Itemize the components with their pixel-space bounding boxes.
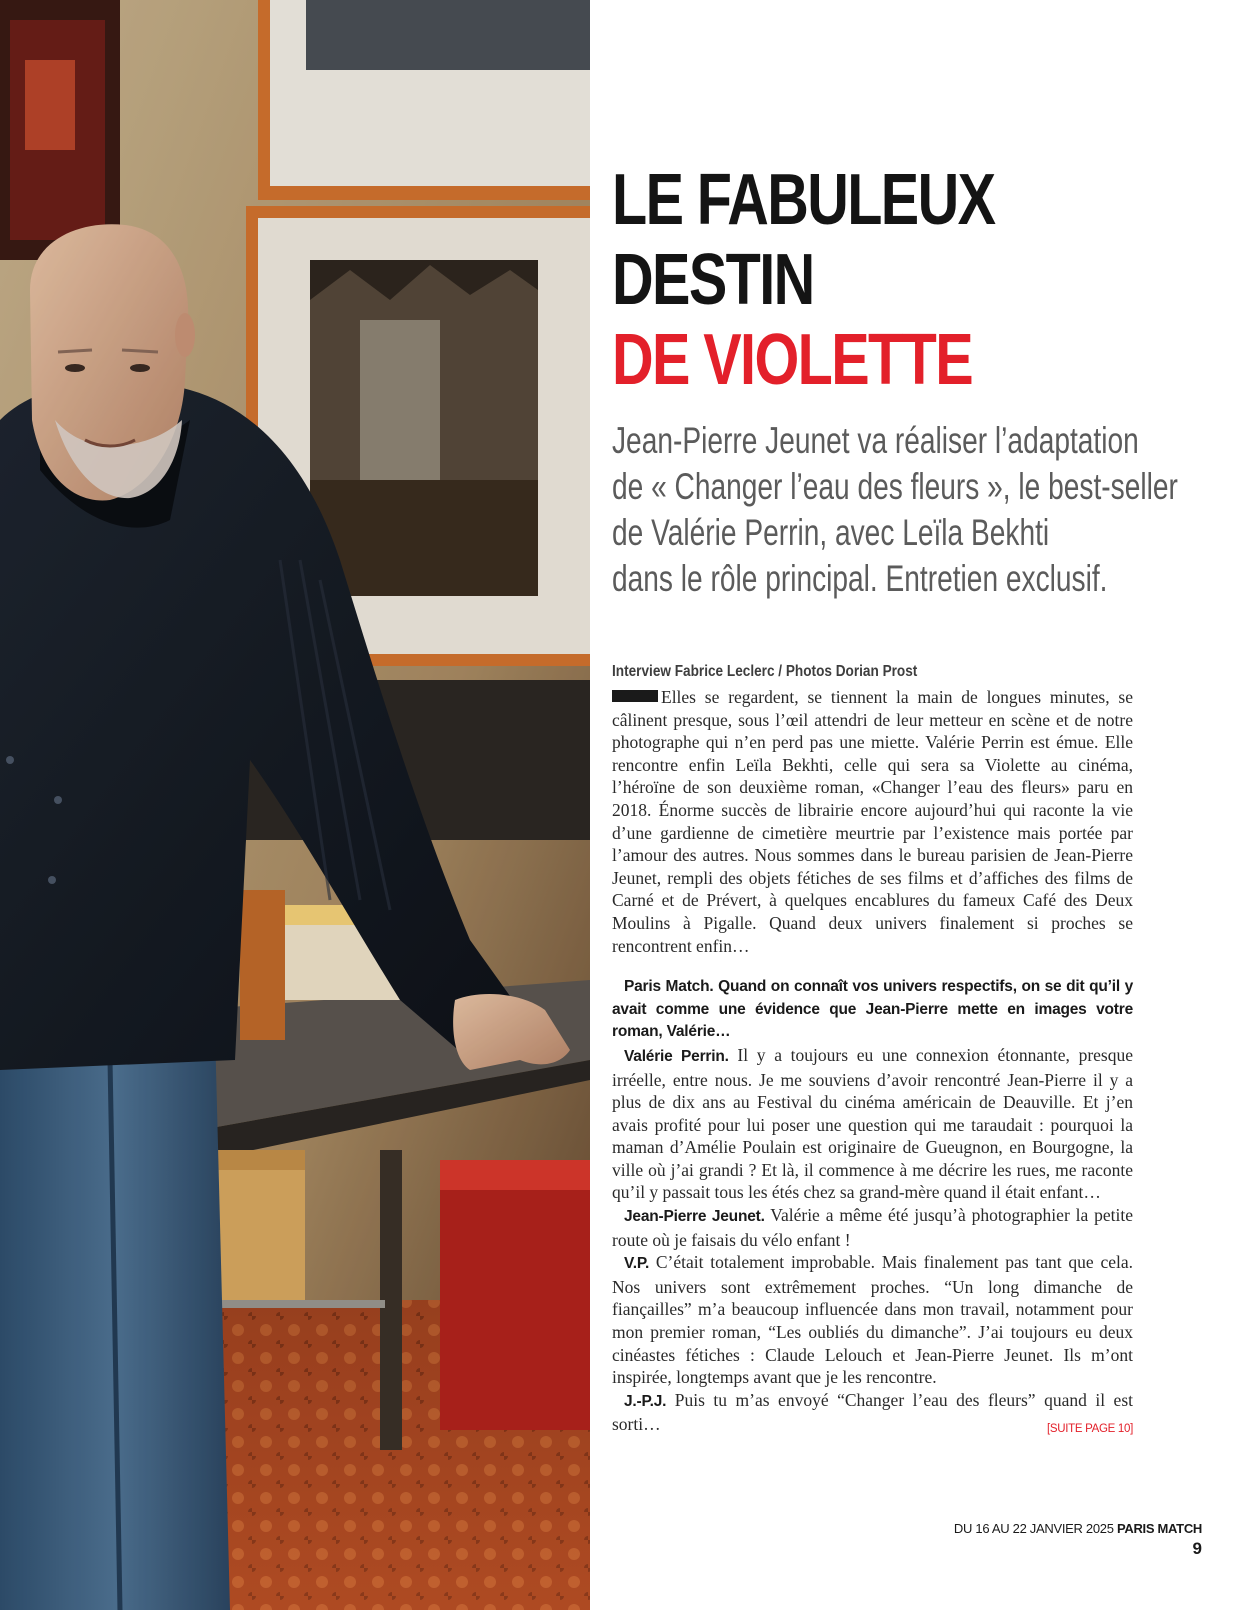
answer-speaker: Valérie Perrin. [624, 1047, 729, 1065]
deck-line-1: Jean-Pierre Jeunet va réaliser l’adaptation [612, 420, 1139, 461]
answer-paragraph [612, 1251, 1133, 1389]
headline-line-2: DESTIN [612, 240, 814, 320]
answer-speaker: J.-P.J. [624, 1392, 667, 1410]
answer-paragraph [612, 1204, 1133, 1251]
deck-line-3: de Valérie Perrin, avec Leïla Bekhti [612, 512, 1050, 553]
portrait-photo-illustration [0, 0, 590, 1610]
answer-speaker: V.P. [624, 1255, 650, 1273]
byline-credit: Interview Fabrice Leclerc / Photos Dorian Prost [612, 663, 918, 680]
deck-line-2: de « Changer l’eau des fleurs », le best-seller [612, 466, 1178, 507]
interview-question: Paris Match. Quand on connaît vos univers respectifs, on se dit qu’il y avait comme une évidence que Jean-Pierre mette en images votre roman, Valérie… [612, 978, 1133, 1041]
answer-text: Puis tu m’as envoyé “Changer l’eau des fleurs” quand il est sorti… [612, 1389, 1133, 1435]
page-folio [954, 1521, 1202, 1559]
answer-speaker: Jean-Pierre Jeunet. [624, 1208, 765, 1226]
headline-line-1: LE FABULEUX [612, 160, 995, 240]
answer-paragraph [612, 1389, 1133, 1436]
intro-text: Elles se regardent, se tiennent la main de longues minutes, se câlinent presque, sous l’œil attendri de leur metteur en scène et de notre photographe qui n’en perd pas une miette. Valérie Perrin est émue. Elle rencontre enfin Leïla Bekhti, celle qui sera sa Violette au cinéma, l’héroïne de son deuxième roman, «Changer l’eau des fleurs» paru en 2018. Énorme succès de librairie encore aujourd’hui qui raconte la vie d’une gardienne de cimetière meurtrie par l’existence mais portée par l’amour des autres. Nous sommes dans le bureau parisien de Jean-Pierre Jeunet, rempli des objets fétiches de ses films et d’affiches des films de Carné et de Prévert, à quelques encablures du fameux Café des Deux Moulins à Pigalle. Quand deux univers finalement si proches se rencontrent enfin… [612, 687, 1133, 956]
issue-dates: DU 16 AU 22 JANVIER 2025 [953, 1521, 1114, 1536]
intro-paragraph [612, 686, 1133, 957]
deck-line-4: dans le rôle principal. Entretien exclusif. [612, 558, 1108, 599]
answer-text: C’était totalement improbable. Mais finalement pas tant que cela. Nos univers sont extrêmement proches. “Un long dimanche de fiançailles” m’a beaucoup influencée dans mon travail, notamment pour mon premier roman, “Les oubliés du dimanche”. J’ai toujours eu deux cinéastes fétiches : Claude Lelouch et Jean-Pierre Jeunet. Ils m’ont inspirée, longtemps avant que je les rencontre. [612, 1252, 1133, 1388]
headline [612, 160, 994, 400]
portrait-photo [0, 0, 590, 1610]
headline-line-3: DE VIOLETTE [612, 320, 973, 400]
continued-on-page-link[interactable]: [SUITE PAGE 10] [1046, 1423, 1133, 1436]
folio-line [954, 1521, 1202, 1536]
lead-marker-bar [612, 690, 658, 702]
publication-name: PARIS MATCH [1116, 1521, 1202, 1536]
page-number: 9 [1192, 1539, 1202, 1558]
article [612, 0, 1202, 1610]
deck [612, 418, 1178, 602]
answer-text: Il y a toujours eu une connexion étonnante, presque irréelle, entre nous. Je me souviens d’avoir rencontré Jean-Pierre il y a plus de dix ans au Festival du cinéma américain de Deauville. Et j’en avais profité pour lui poser une question qui me taraudait : pourquoi la maman d’Amélie Poulain est originaire de Gueugnon, en Bourgogne, la ville où j’ai grandi ? Et là, il commence à me décrire les rues, me raconte qu’il y passait tous les étés chez sa grand-mère quand il était enfant… [612, 1044, 1133, 1203]
answer-paragraph [612, 1044, 1133, 1204]
answer-text: Valérie a même été jusqu’à photographier la petite route où je faisais du vélo enfant ! [612, 1205, 1134, 1250]
article-body [612, 686, 1133, 1441]
